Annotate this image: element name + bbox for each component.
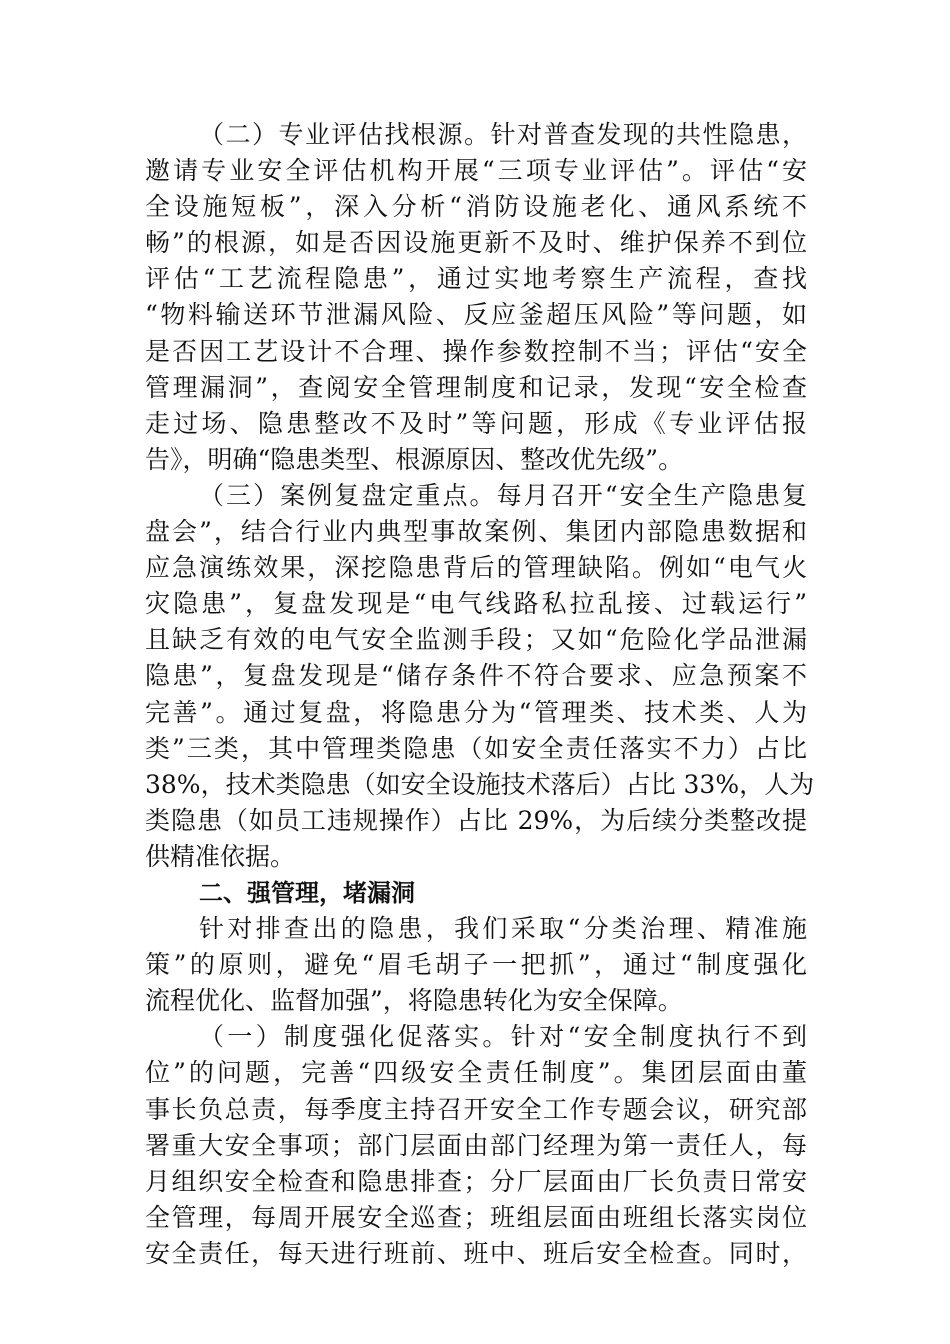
text-line: 类隐患（如员工违规操作）占比 29%，为后续分类整改提: [145, 805, 807, 835]
text-line: 管理漏洞”，查阅安全管理制度和记录，发现“安全检查: [145, 372, 807, 402]
text-line: 二、强管理，堵漏洞: [199, 878, 415, 907]
text-line: 安全责任，每天进行班前、班中、班后安全检查。同时，: [145, 1238, 807, 1268]
text-line: 供精准依据。: [145, 841, 296, 871]
document-page: [145, 117, 815, 1272]
text-line: 盘会”，结合行业内典型事故案例、集团内部隐患数据和: [145, 517, 807, 547]
text-line: 月组织安全检查和隐患排查；分厂层面由厂长负责日常安: [145, 1166, 807, 1196]
text-line: 流程优化、监督加强”，将隐患转化为安全保障。: [145, 986, 683, 1016]
text-line: 策”的原则，避免“眉毛胡子一把抓”，通过“制度强化: [145, 950, 807, 980]
text-line: 走过场、隐患整改不及时”等问题，形成《专业评估报: [145, 408, 807, 438]
paragraph: [145, 478, 815, 875]
text-line: （一）制度强化促落实。针对“安全制度执行不到: [199, 1022, 807, 1052]
text-line: “物料输送环节泄漏风险、反应釜超压风险”等问题，如: [145, 300, 807, 330]
paragraph: [145, 117, 807, 478]
text-line: 完善”。通过复盘，将隐患分为“管理类、技术类、人为: [145, 697, 807, 727]
text-line: 事长负总责，每季度主持召开安全工作专题会议，研究部: [145, 1094, 807, 1124]
text-line: 署重大安全事项；部门层面由部门经理为第一责任人，每: [145, 1130, 807, 1160]
text-line: 邀请专业安全评估机构开展“三项专业评估”。评估“安: [145, 156, 807, 186]
text-line: 针对排查出的隐患，我们采取“分类治理、精准施: [199, 914, 807, 944]
text-line: 畅”的根源，如是否因设施更新不及时、维护保养不到位: [145, 228, 807, 258]
paragraph: [145, 1019, 807, 1272]
text-line: 类”三类，其中管理类隐患（如安全责任落实不力）占比: [145, 733, 807, 763]
text-line: 且缺乏有效的电气安全监测手段；又如“危险化学品泄漏: [145, 625, 807, 655]
text-line: 告》，明确“隐患类型、根源原因、整改优先级”。: [145, 444, 684, 474]
section-heading: [145, 875, 807, 911]
text-line: （三）案例复盘定重点。每月召开“安全生产隐患复: [199, 480, 807, 510]
text-line: 灾隐患”，复盘发现是“电气线路私拉乱接、过载运行”: [145, 589, 807, 619]
text-line: 应急演练效果，深挖隐患背后的管理缺陷。例如“电气火: [145, 553, 807, 583]
text-line: 是否因工艺设计不合理、操作参数控制不当；评估“安全: [145, 336, 807, 366]
text-line: 全管理，每周开展安全巡查；班组层面由班组长落实岗位: [145, 1202, 807, 1232]
paragraph: [145, 911, 807, 1019]
text-line: 隐患”，复盘发现是“储存条件不符合要求、应急预案不: [145, 661, 807, 691]
text-line: 位”的问题，完善“四级安全责任制度”。集团层面由董: [145, 1058, 807, 1088]
text-line: 38%，技术类隐患（如安全设施技术落后）占比 33%，人为: [145, 769, 815, 799]
text-line: （二）专业评估找根源。针对普查发现的共性隐患，: [199, 120, 807, 149]
text-line: 评估“工艺流程隐患”，通过实地考察生产流程，查找: [145, 264, 807, 294]
text-line: 全设施短板”，深入分析“消防设施老化、通风系统不: [145, 192, 807, 222]
